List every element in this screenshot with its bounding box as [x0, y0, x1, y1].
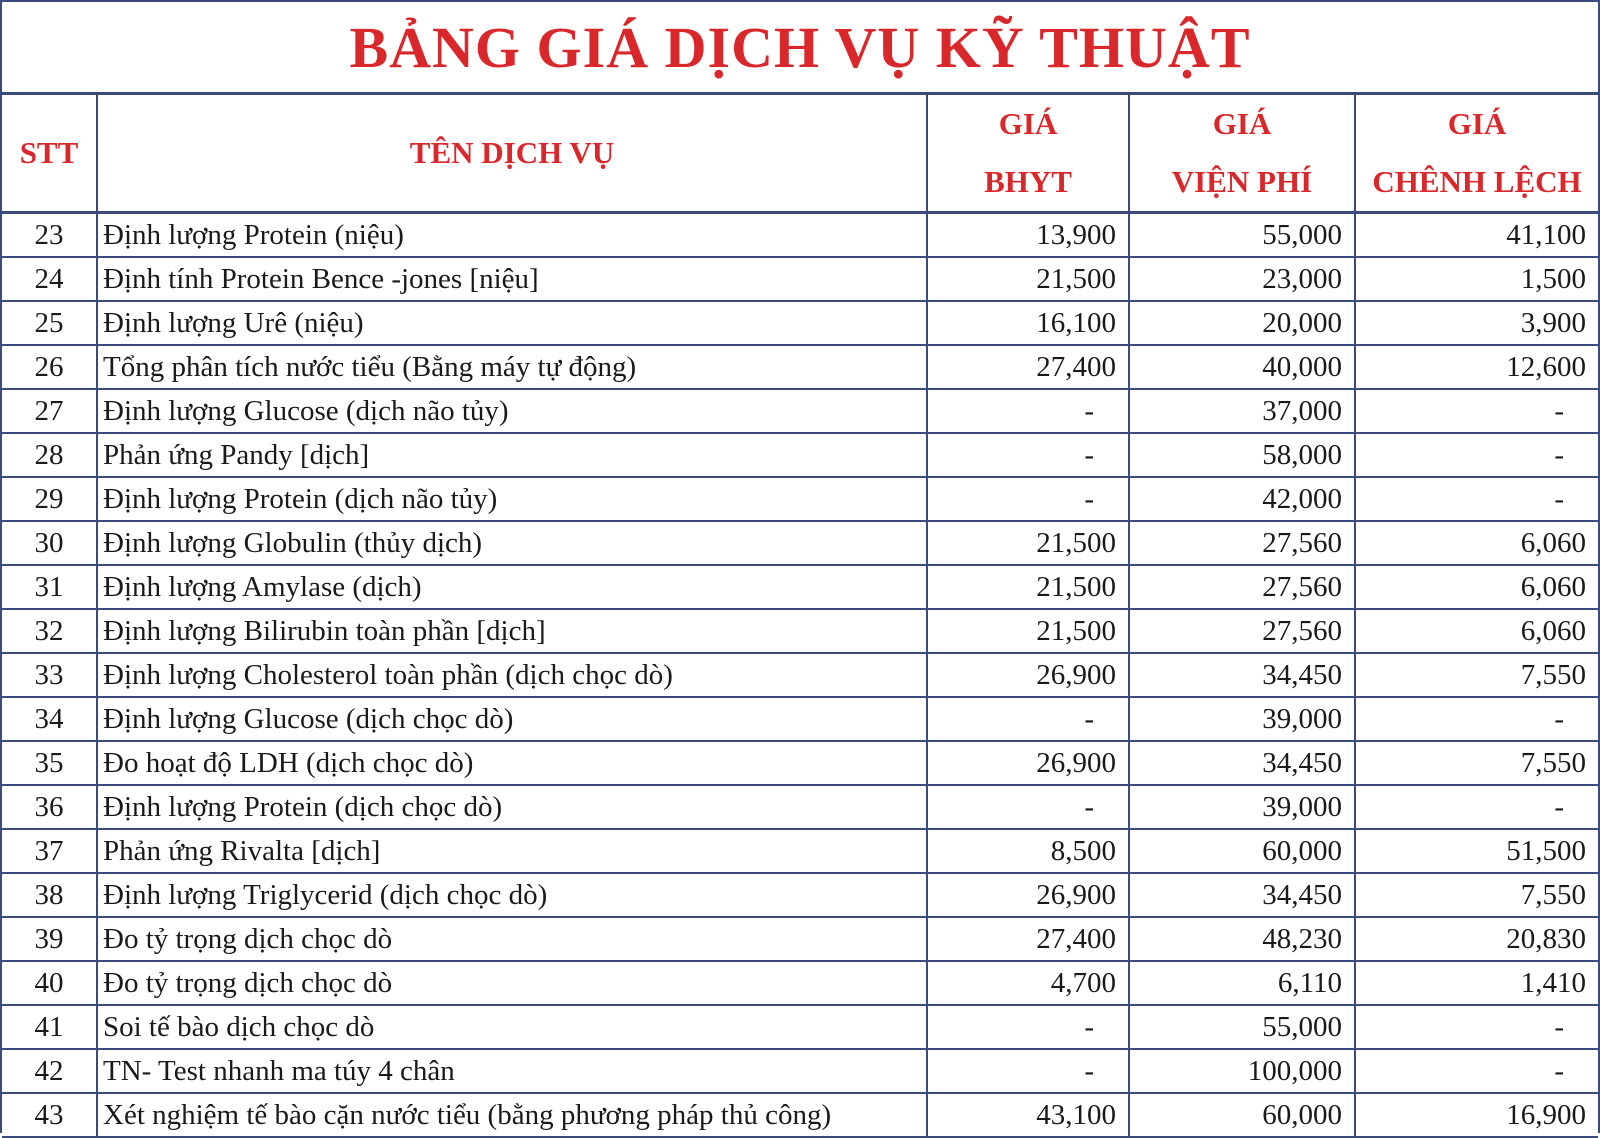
service-name: Định lượng Glucose (dịch não tủy) [97, 389, 927, 433]
price-hospital-fee: 27,560 [1129, 521, 1355, 565]
price-bhyt: 43,100 [927, 1093, 1129, 1137]
service-name: Định lượng Glucose (dịch chọc dò) [97, 697, 927, 741]
page-title: BẢNG GIÁ DỊCH VỤ KỸ THUẬT [349, 14, 1251, 80]
header-bhyt-line1: GIÁ [998, 106, 1058, 141]
service-name: Định lượng Amylase (dịch) [97, 565, 927, 609]
price-difference: 3,900 [1355, 301, 1598, 345]
price-hospital-fee: 23,000 [1129, 257, 1355, 301]
price-difference: - [1355, 697, 1598, 741]
table-row [2, 785, 1598, 829]
price-difference: 6,060 [1355, 609, 1598, 653]
row-stt: 30 [2, 521, 97, 565]
price-difference: 51,500 [1355, 829, 1598, 873]
price-difference: - [1355, 477, 1598, 521]
price-bhyt: - [927, 389, 1129, 433]
price-hospital-fee: 34,450 [1129, 741, 1355, 785]
price-hospital-fee: 60,000 [1129, 1093, 1355, 1137]
price-difference: 1,410 [1355, 961, 1598, 1005]
service-name: Định lượng Protein (niệu) [97, 213, 927, 258]
row-stt: 31 [2, 565, 97, 609]
price-bhyt: 26,900 [927, 653, 1129, 697]
service-name: Phản ứng Rivalta [dịch] [97, 829, 927, 873]
price-bhyt: 4,700 [927, 961, 1129, 1005]
table-row [2, 917, 1598, 961]
row-stt: 25 [2, 301, 97, 345]
table-row [2, 521, 1598, 565]
service-name: TN- Test nhanh ma túy 4 chân [97, 1049, 927, 1093]
header-cl-line1: GIÁ [1447, 106, 1507, 141]
header-hospital-fee [1129, 95, 1355, 213]
price-bhyt: - [927, 477, 1129, 521]
price-difference: 41,100 [1355, 213, 1598, 258]
price-hospital-fee: 34,450 [1129, 873, 1355, 917]
table-row [2, 1049, 1598, 1093]
service-name: Tổng phân tích nước tiểu (Bằng máy tự động) [97, 345, 927, 389]
service-name: Định lượng Protein (dịch chọc dò) [97, 785, 927, 829]
row-stt: 34 [2, 697, 97, 741]
price-difference: - [1355, 1049, 1598, 1093]
table-row [2, 213, 1598, 258]
header-price-difference [1355, 95, 1598, 213]
header-service-name: TÊN DỊCH VỤ [97, 95, 927, 213]
price-hospital-fee: 39,000 [1129, 697, 1355, 741]
row-stt: 28 [2, 433, 97, 477]
row-stt: 37 [2, 829, 97, 873]
table-row [2, 301, 1598, 345]
price-bhyt: - [927, 785, 1129, 829]
price-hospital-fee: 55,000 [1129, 213, 1355, 258]
service-name: Đo hoạt độ LDH (dịch chọc dò) [97, 741, 927, 785]
row-stt: 39 [2, 917, 97, 961]
price-hospital-fee: 55,000 [1129, 1005, 1355, 1049]
header-vp-line1: GIÁ [1212, 106, 1272, 141]
header-bhyt-price [927, 95, 1129, 213]
price-bhyt: - [927, 433, 1129, 477]
price-bhyt: 16,100 [927, 301, 1129, 345]
service-name: Đo tỷ trọng dịch chọc dò [97, 917, 927, 961]
price-difference: 7,550 [1355, 653, 1598, 697]
price-hospital-fee: 40,000 [1129, 345, 1355, 389]
price-bhyt: - [927, 697, 1129, 741]
price-bhyt: 26,900 [927, 741, 1129, 785]
row-stt: 42 [2, 1049, 97, 1093]
row-stt: 32 [2, 609, 97, 653]
price-difference: 20,830 [1355, 917, 1598, 961]
price-bhyt: 21,500 [927, 609, 1129, 653]
price-hospital-fee: 58,000 [1129, 433, 1355, 477]
table-body [2, 213, 1598, 1138]
service-name: Định lượng Urê (niệu) [97, 301, 927, 345]
price-hospital-fee: 37,000 [1129, 389, 1355, 433]
service-name: Định lượng Cholesterol toàn phần (dịch chọc dò) [97, 653, 927, 697]
service-name: Định lượng Protein (dịch não tủy) [97, 477, 927, 521]
row-stt: 29 [2, 477, 97, 521]
row-stt: 33 [2, 653, 97, 697]
row-stt: 43 [2, 1093, 97, 1137]
price-bhyt: 27,400 [927, 917, 1129, 961]
price-difference: 7,550 [1355, 873, 1598, 917]
price-difference: - [1355, 1005, 1598, 1049]
price-difference: - [1355, 389, 1598, 433]
service-name: Soi tế bào dịch chọc dò [97, 1005, 927, 1049]
price-hospital-fee: 34,450 [1129, 653, 1355, 697]
price-bhyt: 8,500 [927, 829, 1129, 873]
table-row [2, 741, 1598, 785]
table-header [2, 95, 1598, 213]
price-difference: 16,900 [1355, 1093, 1598, 1137]
price-bhyt: 21,500 [927, 521, 1129, 565]
price-hospital-fee: 48,230 [1129, 917, 1355, 961]
price-hospital-fee: 42,000 [1129, 477, 1355, 521]
row-stt: 27 [2, 389, 97, 433]
price-bhyt: 13,900 [927, 213, 1129, 258]
price-difference: 6,060 [1355, 521, 1598, 565]
table-row [2, 433, 1598, 477]
price-hospital-fee: 6,110 [1129, 961, 1355, 1005]
table-row [2, 477, 1598, 521]
price-hospital-fee: 100,000 [1129, 1049, 1355, 1093]
price-bhyt: - [927, 1049, 1129, 1093]
table-row [2, 961, 1598, 1005]
service-name: Xét nghiệm tế bào cặn nước tiểu (bằng phương pháp thủ công) [97, 1093, 927, 1137]
price-hospital-fee: 60,000 [1129, 829, 1355, 873]
row-stt: 35 [2, 741, 97, 785]
table-row [2, 345, 1598, 389]
price-bhyt: 21,500 [927, 257, 1129, 301]
row-stt: 40 [2, 961, 97, 1005]
price-difference: 7,550 [1355, 741, 1598, 785]
table-row [2, 873, 1598, 917]
price-bhyt: 21,500 [927, 565, 1129, 609]
header-vp-line2: VIỆN PHÍ [1171, 164, 1313, 199]
service-name: Định lượng Bilirubin toàn phần [dịch] [97, 609, 927, 653]
table-row [2, 697, 1598, 741]
price-table [2, 95, 1598, 1138]
row-stt: 41 [2, 1005, 97, 1049]
service-name: Định tính Protein Bence -jones [niệu] [97, 257, 927, 301]
service-name: Đo tỷ trọng dịch chọc dò [97, 961, 927, 1005]
table-row [2, 829, 1598, 873]
price-difference: 6,060 [1355, 565, 1598, 609]
header-bhyt-line2: BHYT [984, 164, 1072, 199]
table-row [2, 257, 1598, 301]
header-cl-line2: CHÊNH LỆCH [1372, 164, 1582, 199]
table-row [2, 1093, 1598, 1137]
table-row [2, 565, 1598, 609]
row-stt: 23 [2, 213, 97, 258]
price-hospital-fee: 20,000 [1129, 301, 1355, 345]
price-hospital-fee: 27,560 [1129, 609, 1355, 653]
price-difference: - [1355, 433, 1598, 477]
price-difference: 1,500 [1355, 257, 1598, 301]
row-stt: 38 [2, 873, 97, 917]
price-difference: 12,600 [1355, 345, 1598, 389]
price-bhyt: 27,400 [927, 345, 1129, 389]
service-name: Định lượng Globulin (thủy dịch) [97, 521, 927, 565]
header-stt: STT [2, 95, 97, 213]
row-stt: 26 [2, 345, 97, 389]
table-row [2, 389, 1598, 433]
table-row [2, 653, 1598, 697]
price-bhyt: 26,900 [927, 873, 1129, 917]
price-hospital-fee: 39,000 [1129, 785, 1355, 829]
price-difference: - [1355, 785, 1598, 829]
row-stt: 24 [2, 257, 97, 301]
service-name: Định lượng Triglycerid (dịch chọc dò) [97, 873, 927, 917]
title-bar [2, 2, 1598, 95]
service-name: Phản ứng Pandy [dịch] [97, 433, 927, 477]
table-row [2, 1005, 1598, 1049]
table-row [2, 609, 1598, 653]
header-row [2, 95, 1598, 213]
price-bhyt: - [927, 1005, 1129, 1049]
price-hospital-fee: 27,560 [1129, 565, 1355, 609]
row-stt: 36 [2, 785, 97, 829]
